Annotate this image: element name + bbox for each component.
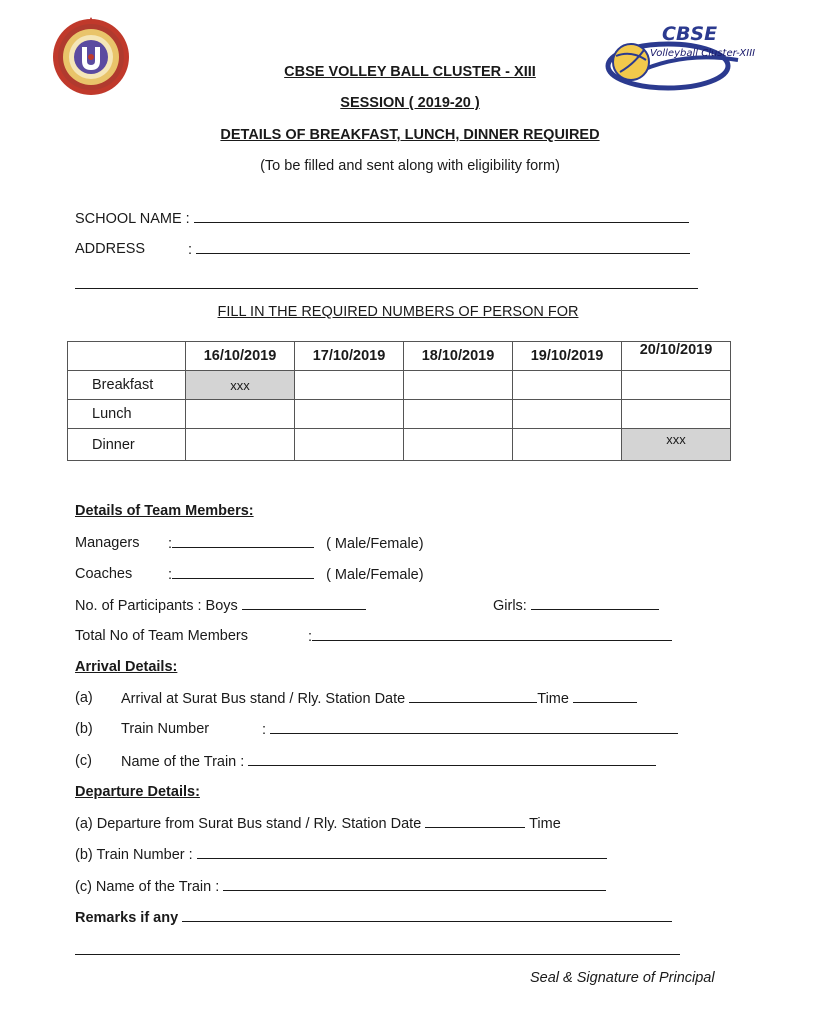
arrival-time-field[interactable] [573, 690, 637, 703]
corner-cell [68, 342, 186, 371]
table-cell[interactable] [513, 371, 622, 400]
arrival-a-row [121, 690, 637, 707]
table-cell[interactable] [513, 429, 622, 461]
coaches-gender-note: ( Male/Female) [326, 567, 424, 583]
logo-cbse-text: CBSE [662, 23, 718, 45]
departure-a-row [75, 815, 561, 832]
remarks-line-2[interactable] [75, 954, 680, 955]
managers-field[interactable] [172, 535, 314, 548]
participants-row [75, 597, 366, 614]
date-header: 17/10/2019 [295, 342, 404, 371]
arrival-a-text: Arrival at Surat Bus stand / Rly. Station Date [121, 691, 406, 707]
coaches-label: Coaches [75, 566, 133, 582]
school-emblem-logo [51, 15, 131, 95]
details-heading: DETAILS OF BREAKFAST, LUNCH, DINNER REQUIRED [220, 127, 600, 143]
table-cell[interactable] [295, 400, 404, 429]
managers-row [168, 535, 424, 552]
table-cell[interactable] [295, 371, 404, 400]
departure-time-label: Time [529, 816, 561, 832]
departure-a-text: (a) Departure from Surat Bus stand / Rly. Station Date [75, 816, 422, 832]
departure-b-label: (b) Train Number : [75, 847, 193, 863]
address-field[interactable] [196, 241, 690, 254]
date-header: 16/10/2019 [186, 342, 295, 371]
logo-cluster-text: Volleyball Cluster-XIII [650, 48, 756, 59]
table-cell[interactable] [186, 400, 295, 429]
row-label-breakfast: Breakfast [68, 371, 186, 400]
arrival-date-field[interactable] [409, 690, 537, 703]
remarks-row [75, 909, 672, 926]
row-label-lunch: Lunch [68, 400, 186, 429]
girls-label: Girls: [493, 598, 527, 614]
departure-c-label: (c) Name of the Train : [75, 879, 220, 895]
table-row [68, 429, 731, 461]
coaches-colon: : [168, 567, 173, 583]
arrival-b-label: Train Number [121, 721, 210, 737]
instruction-text: (To be filled and sent along with eligibility form) [260, 158, 560, 174]
fill-heading: FILL IN THE REQUIRED NUMBERS OF PERSON FOR [217, 304, 579, 320]
principal-signature-label: Seal & Signature of Principal [530, 970, 715, 986]
arrival-c-label: Name of the Train : [121, 754, 245, 770]
boys-field[interactable] [242, 597, 366, 610]
remarks-label: Remarks if any [75, 910, 179, 926]
managers-label: Managers [75, 535, 140, 551]
cbse-volleyball-logo [606, 20, 756, 95]
table-header-row [68, 342, 731, 371]
departure-train-name-field[interactable] [223, 878, 606, 891]
table-cell[interactable] [404, 400, 513, 429]
arrival-heading: Arrival Details: [75, 659, 178, 675]
address-colon: : [188, 242, 193, 258]
arrival-b-colon: : [262, 722, 267, 738]
arrival-c-marker: (c) [75, 753, 92, 769]
table-row [68, 400, 731, 429]
table-cell[interactable] [404, 371, 513, 400]
departure-b-row [75, 846, 607, 863]
address-line-2[interactable] [75, 288, 698, 289]
girls-field[interactable] [531, 597, 659, 610]
school-name-label: SCHOOL NAME : [75, 211, 190, 227]
coaches-row [168, 566, 424, 583]
arrival-train-number-field[interactable] [270, 721, 678, 734]
arrival-c-row [121, 753, 656, 770]
table-cell[interactable] [513, 400, 622, 429]
departure-heading: Departure Details: [75, 784, 200, 800]
arrival-b-row [262, 721, 678, 738]
team-heading: Details of Team Members: [75, 503, 254, 519]
departure-date-field[interactable] [425, 815, 525, 828]
arrival-time-label: Time [537, 691, 569, 707]
table-cell[interactable] [404, 429, 513, 461]
row-label-dinner: Dinner [68, 429, 186, 461]
school-name-field[interactable] [194, 210, 689, 223]
remarks-field[interactable] [182, 909, 672, 922]
departure-c-row [75, 878, 606, 895]
meals-table [67, 341, 731, 461]
session-label: SESSION ( 2019-20 ) [340, 95, 480, 111]
total-colon: : [308, 629, 313, 645]
address-field-row [188, 241, 690, 258]
address-label: ADDRESS [75, 241, 146, 257]
table-cell[interactable] [186, 429, 295, 461]
managers-gender-note: ( Male/Female) [326, 536, 424, 552]
total-label: Total No of Team Members [75, 628, 248, 644]
table-cell: xxx [622, 429, 731, 461]
departure-train-number-field[interactable] [197, 846, 607, 859]
date-header: 18/10/2019 [404, 342, 513, 371]
table-row [68, 371, 731, 400]
arrival-b-marker: (b) [75, 721, 93, 737]
table-cell[interactable] [622, 371, 731, 400]
total-field[interactable] [312, 628, 672, 641]
date-header: 20/10/2019 [622, 342, 731, 371]
arrival-train-name-field[interactable] [248, 753, 656, 766]
arrival-a-marker: (a) [75, 690, 93, 706]
managers-colon: : [168, 536, 173, 552]
coaches-field[interactable] [172, 566, 314, 579]
address-row [75, 241, 145, 257]
participants-label: No. of Participants : Boys [75, 598, 238, 614]
table-cell[interactable] [622, 400, 731, 429]
girls-row [493, 597, 659, 614]
table-cell[interactable] [295, 429, 404, 461]
date-header: 19/10/2019 [513, 342, 622, 371]
table-cell: xxx [186, 371, 295, 400]
total-row [308, 628, 672, 645]
school-name-row [75, 210, 689, 227]
form-title: CBSE VOLLEY BALL CLUSTER - XIII [284, 64, 536, 80]
